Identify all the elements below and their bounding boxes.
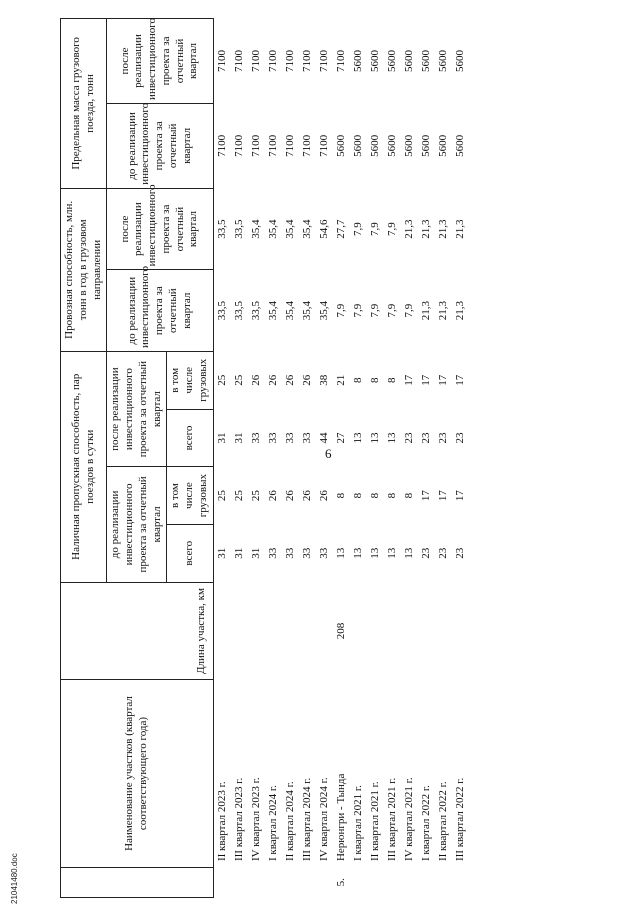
cell-length <box>282 582 299 680</box>
cell-mass-after: 7100 <box>250 49 262 72</box>
cell-after-total: 23 <box>403 432 415 444</box>
table-row <box>299 19 316 898</box>
cell-before-freight: 25 <box>250 490 262 502</box>
cell-mass-after: 5600 <box>454 49 466 72</box>
cell-before-total: 31 <box>250 547 262 559</box>
cell-after-total: 33 <box>284 432 296 444</box>
cell-mass-before: 7100 <box>284 134 296 157</box>
cell-section-name: II квартал 2022 г. <box>437 781 449 862</box>
page-number: 6 <box>325 446 332 461</box>
cell-length <box>418 582 435 680</box>
cell-section-name: IV квартал 2024 г. <box>318 777 330 862</box>
header-capacity-before: до реализации инвестиционного проекта за отчетный квартал <box>107 467 167 582</box>
cell-section-name: II квартал 2021 г. <box>369 781 381 862</box>
cell-throughput-before: 35,4 <box>301 301 313 321</box>
cell-before-total: 33 <box>301 547 313 559</box>
cell-section-name: I квартал 2022 г. <box>420 785 432 862</box>
cell-after-freight: 26 <box>267 374 279 386</box>
cell-mass-before: 5600 <box>369 134 381 157</box>
cell-after-freight: 8 <box>369 377 381 384</box>
cell-before-freight: 17 <box>420 490 432 502</box>
cell-index <box>401 867 418 897</box>
cell-before-total: 33 <box>267 547 279 559</box>
cell-throughput-after: 21,3 <box>403 219 415 239</box>
cell-length: 208 <box>335 622 347 640</box>
cell-throughput-before: 21,3 <box>420 301 432 321</box>
cell-mass-before: 7100 <box>216 134 228 157</box>
cell-after-freight: 26 <box>284 374 296 386</box>
table-row <box>452 19 469 898</box>
cell-throughput-after: 27,7 <box>335 219 347 239</box>
cell-mass-after: 7100 <box>267 49 279 72</box>
cell-section-name: III квартал 2024 г. <box>301 777 313 862</box>
cell-length <box>401 582 418 680</box>
cell-mass-after: 5600 <box>403 49 415 72</box>
cell-index: 5. <box>335 878 347 887</box>
document-id: 21041480.doc <box>10 853 19 904</box>
capacity-table <box>60 18 469 898</box>
table-row <box>435 19 452 898</box>
cell-throughput-after: 35,4 <box>250 219 262 239</box>
cell-throughput-after: 35,4 <box>267 219 279 239</box>
cell-after-total: 33 <box>301 432 313 444</box>
cell-after-freight: 17 <box>437 374 449 386</box>
table-row <box>316 19 333 898</box>
cell-before-total: 13 <box>335 547 347 559</box>
cell-length <box>299 582 316 680</box>
header-before-total: всего <box>167 524 213 582</box>
cell-section-name: II квартал 2023 г. <box>216 781 228 862</box>
cell-index <box>248 867 265 897</box>
cell-after-total: 23 <box>420 432 432 444</box>
cell-index <box>418 867 435 897</box>
cell-before-freight: 26 <box>318 490 330 502</box>
cell-after-freight: 8 <box>352 377 364 384</box>
cell-mass-before: 5600 <box>386 134 398 157</box>
cell-section-name: IV квартал 2021 г. <box>403 777 415 862</box>
cell-length <box>316 582 333 680</box>
cell-before-freight: 17 <box>454 490 466 502</box>
cell-throughput-before: 35,4 <box>284 301 296 321</box>
cell-mass-before: 7100 <box>318 134 330 157</box>
cell-before-freight: 8 <box>403 492 415 499</box>
cell-section-name: Нерюнгри - Тында <box>335 773 347 862</box>
cell-throughput-before: 33,5 <box>216 301 228 321</box>
cell-length <box>350 582 367 680</box>
cell-before-total: 33 <box>318 547 330 559</box>
cell-before-total: 23 <box>454 547 466 559</box>
cell-length <box>384 582 401 680</box>
cell-after-total: 44 <box>318 432 330 444</box>
cell-mass-after: 7100 <box>284 49 296 72</box>
cell-mass-before: 5600 <box>420 134 432 157</box>
cell-throughput-after: 33,5 <box>233 219 245 239</box>
header-after-total: всего <box>167 409 213 467</box>
table-row <box>248 19 265 898</box>
cell-throughput-before: 7,9 <box>386 303 398 318</box>
cell-section-name: III квартал 2023 г. <box>233 777 245 862</box>
cell-length <box>435 582 452 680</box>
cell-after-total: 23 <box>437 432 449 444</box>
cell-mass-before: 5600 <box>454 134 466 157</box>
cell-before-freight: 17 <box>437 490 449 502</box>
cell-before-freight: 25 <box>216 490 228 502</box>
cell-mass-before: 5600 <box>352 134 364 157</box>
cell-after-total: 13 <box>386 432 398 444</box>
cell-after-freight: 17 <box>403 374 415 386</box>
cell-index <box>435 867 452 897</box>
cell-length <box>248 582 265 680</box>
cell-throughput-after: 33,5 <box>216 219 228 239</box>
cell-before-freight: 25 <box>233 490 245 502</box>
header-length: Длина участка, км <box>61 582 214 680</box>
cell-after-total: 31 <box>216 432 228 444</box>
cell-throughput-after: 21,3 <box>454 219 466 239</box>
cell-after-total: 33 <box>267 432 279 444</box>
cell-mass-before: 5600 <box>335 134 347 157</box>
cell-after-freight: 38 <box>318 374 330 386</box>
cell-mass-before: 7100 <box>250 134 262 157</box>
table-row <box>350 19 367 898</box>
cell-after-freight: 21 <box>335 374 347 386</box>
cell-before-total: 23 <box>420 547 432 559</box>
cell-before-freight: 26 <box>267 490 279 502</box>
cell-throughput-after: 21,3 <box>437 219 449 239</box>
cell-section-name: IV квартал 2023 г. <box>250 777 262 862</box>
cell-length <box>452 582 469 680</box>
cell-throughput-after: 21,3 <box>420 219 432 239</box>
cell-throughput-before: 7,9 <box>352 303 364 318</box>
table-body <box>213 19 469 898</box>
cell-mass-before: 5600 <box>403 134 415 157</box>
cell-before-freight: 8 <box>352 492 364 499</box>
cell-before-freight: 26 <box>301 490 313 502</box>
cell-mass-before: 7100 <box>267 134 279 157</box>
cell-after-freight: 8 <box>386 377 398 384</box>
cell-mass-after: 7100 <box>301 49 313 72</box>
cell-index <box>299 867 316 897</box>
cell-length <box>213 582 231 680</box>
cell-throughput-before: 7,9 <box>369 303 381 318</box>
cell-after-freight: 25 <box>216 374 228 386</box>
cell-before-total: 13 <box>369 547 381 559</box>
cell-before-total: 31 <box>233 547 245 559</box>
cell-after-freight: 26 <box>301 374 313 386</box>
cell-after-freight: 17 <box>420 374 432 386</box>
cell-length <box>265 582 282 680</box>
table-row <box>333 19 350 898</box>
table-row <box>231 19 248 898</box>
cell-section-name: III квартал 2022 г. <box>454 777 466 862</box>
cell-throughput-after: 35,4 <box>301 219 313 239</box>
header-index <box>61 867 214 897</box>
header-capacity-after: после реализации инвестиционного проекта за отчетный квартал <box>107 351 167 466</box>
cell-mass-after: 5600 <box>386 49 398 72</box>
cell-after-total: 23 <box>454 432 466 444</box>
cell-throughput-before: 7,9 <box>335 303 347 318</box>
cell-mass-before: 7100 <box>233 134 245 157</box>
header-after-freight: в том числе грузовых <box>167 351 213 409</box>
cell-throughput-before: 35,4 <box>267 301 279 321</box>
cell-index <box>282 867 299 897</box>
cell-index <box>231 867 248 897</box>
cell-throughput-before: 33,5 <box>250 301 262 321</box>
cell-throughput-after: 7,9 <box>386 222 398 236</box>
cell-length <box>367 582 384 680</box>
cell-index <box>316 867 333 897</box>
cell-after-freight: 17 <box>454 374 466 386</box>
header-throughput-after: после реализации инвестиционного проекта за отчетный квартал <box>107 188 213 270</box>
header-mass-after: после реализации инвестиционного проекта за отчетный квартал <box>107 19 213 104</box>
cell-throughput-before: 21,3 <box>437 301 449 321</box>
cell-before-total: 31 <box>216 547 228 559</box>
cell-mass-before: 7100 <box>301 134 313 157</box>
cell-before-freight: 8 <box>386 492 398 499</box>
header-capacity: Наличная пропускная способность, пар поездов в сутки <box>61 351 107 582</box>
cell-section-name: II квартал 2024 г. <box>284 781 296 862</box>
cell-before-total: 13 <box>352 547 364 559</box>
cell-after-total: 31 <box>233 432 245 444</box>
cell-after-total: 27 <box>335 432 347 444</box>
table-row <box>265 19 282 898</box>
cell-before-total: 13 <box>386 547 398 559</box>
cell-before-total: 23 <box>437 547 449 559</box>
cell-mass-after: 5600 <box>369 49 381 72</box>
cell-index <box>350 867 367 897</box>
cell-throughput-after: 54,6 <box>318 219 330 239</box>
cell-throughput-before: 35,4 <box>318 301 330 321</box>
cell-length <box>231 582 248 680</box>
cell-throughput-after: 7,9 <box>369 222 381 236</box>
cell-index <box>213 867 231 897</box>
cell-before-total: 33 <box>284 547 296 559</box>
cell-mass-after: 5600 <box>437 49 449 72</box>
cell-throughput-after: 7,9 <box>352 222 364 236</box>
cell-section-name: III квартал 2021 г. <box>386 777 398 862</box>
cell-index <box>265 867 282 897</box>
cell-mass-after: 7100 <box>233 49 245 72</box>
cell-after-freight: 26 <box>250 374 262 386</box>
table-row <box>213 19 231 898</box>
cell-mass-after: 7100 <box>335 49 347 72</box>
header-train-mass: Предельная масса грузового поезда, тонн <box>61 19 107 189</box>
cell-section-name: I квартал 2021 г. <box>352 785 364 862</box>
cell-after-total: 33 <box>250 432 262 444</box>
cell-throughput-before: 21,3 <box>454 301 466 321</box>
cell-before-freight: 26 <box>284 490 296 502</box>
cell-before-freight: 8 <box>335 492 347 499</box>
cell-mass-after: 5600 <box>352 49 364 72</box>
header-throughput: Провозная способность, млн. тонн в год в грузовом направлении <box>61 188 107 351</box>
cell-before-freight: 8 <box>369 492 381 499</box>
cell-throughput-before: 33,5 <box>233 301 245 321</box>
cell-index <box>367 867 384 897</box>
header-before-freight: в том числе грузовых <box>167 467 213 525</box>
cell-mass-before: 5600 <box>437 134 449 157</box>
cell-index <box>452 867 469 897</box>
cell-after-total: 13 <box>352 432 364 444</box>
cell-after-freight: 25 <box>233 374 245 386</box>
cell-mass-after: 7100 <box>216 49 228 72</box>
table-row <box>282 19 299 898</box>
header-mass-before: до реализации инвестиционного проекта за отчетный квартал <box>107 103 213 188</box>
cell-mass-after: 7100 <box>318 49 330 72</box>
cell-index <box>384 867 401 897</box>
table-row <box>384 19 401 898</box>
table-row <box>418 19 435 898</box>
cell-throughput-before: 7,9 <box>403 303 415 318</box>
table-row <box>401 19 418 898</box>
header-throughput-before: до реализации инвестиционного проекта за отчетный квартал <box>107 270 213 352</box>
cell-mass-after: 5600 <box>420 49 432 72</box>
table-row <box>367 19 384 898</box>
cell-section-name: I квартал 2024 г. <box>267 785 279 862</box>
cell-throughput-after: 35,4 <box>284 219 296 239</box>
table-header <box>61 19 214 898</box>
cell-after-total: 13 <box>369 432 381 444</box>
cell-before-total: 13 <box>403 547 415 559</box>
rotated-page <box>60 13 608 898</box>
header-section-name: Наименование участков (квартал соответствующего года) <box>61 680 214 867</box>
